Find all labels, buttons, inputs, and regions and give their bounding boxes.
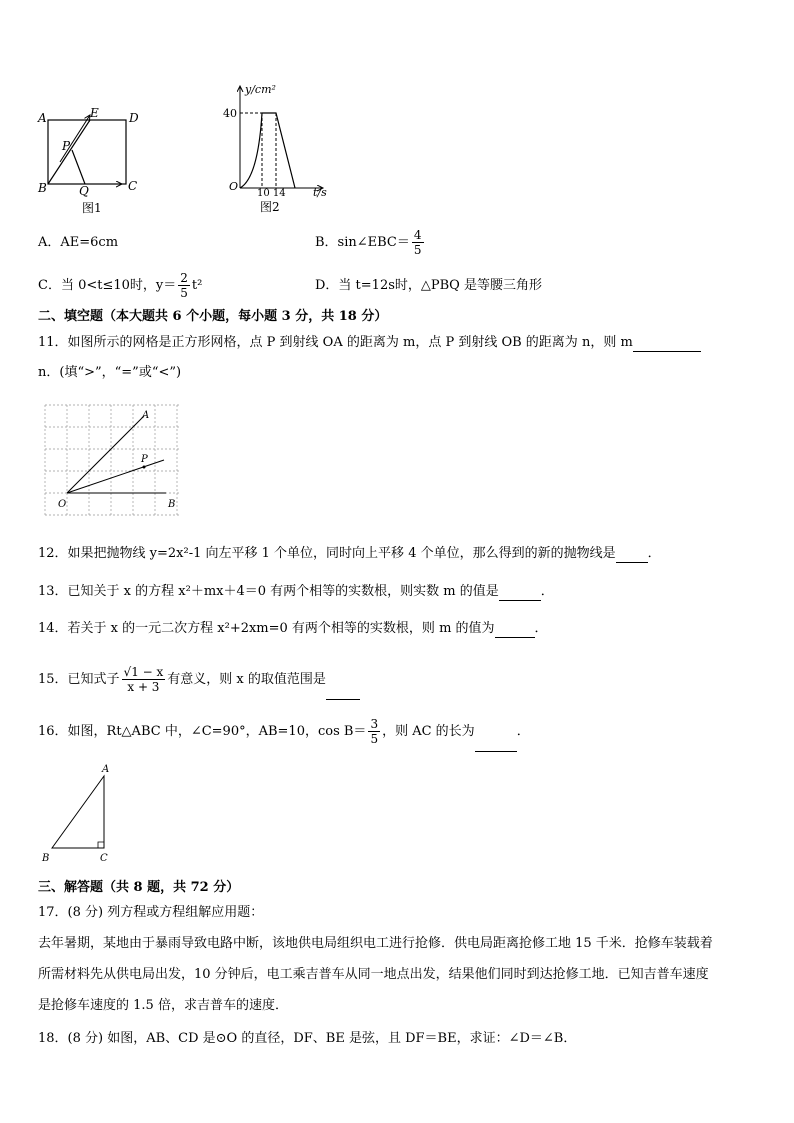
q16-num: 3 (370, 717, 379, 731)
fig1-label-p: P (62, 139, 71, 153)
q16-prefix: 16．如图，Rt△ABC 中，∠C=90°，AB=10，cos B＝ (38, 724, 367, 739)
q16 (38, 712, 530, 752)
fig2-origin: O (229, 180, 239, 193)
grid-label-o: O (58, 499, 67, 510)
q10-c-fraction (178, 271, 190, 300)
q15-num: √1 − x (123, 665, 164, 679)
grid-label-p: P (141, 454, 148, 465)
q13-text: 13．已知关于 x 的方程 x²＋mx＋4＝0 有两个相等的实数根，则实数 m 的值是 (38, 584, 499, 599)
q13 (38, 583, 554, 601)
q10-c-num: 2 (180, 271, 188, 285)
fig1-label-a: A (38, 111, 47, 125)
q10-b-prefix: B．sin∠EBC＝ (315, 235, 410, 250)
q11-answer-blank[interactable] (633, 337, 701, 352)
triangle-abc (52, 776, 104, 848)
q11-text: 11．如图所示的网格是正方形网格，点 P 到射线 OA 的距离为 m，点 P 到射线 OB 的距离为 n，则 m (38, 335, 633, 350)
q10-option-a: A．AE=6cm (38, 235, 119, 250)
q10-option-b (315, 225, 426, 261)
q10-b-fraction (412, 228, 424, 257)
fig2-x-label: t/s (313, 186, 327, 199)
q10-b-den: 5 (413, 243, 422, 257)
ray-oa (67, 416, 144, 493)
tri-label-a: A (102, 764, 110, 775)
fig1-caption: 图1 (82, 201, 102, 215)
ray-op (67, 460, 164, 493)
q14-text: 14．若关于 x 的一元二次方程 x²+2xm=0 有两个相等的实数根，则 m 的值为 (38, 621, 495, 636)
q13-answer-blank[interactable] (499, 586, 541, 601)
q12 (38, 545, 661, 563)
fig2-y-label: y/cm² (245, 83, 276, 96)
fig2-y-tick: 40 (223, 107, 237, 120)
fig1-label-q: Q (79, 184, 89, 198)
q15 (38, 660, 360, 700)
q10-option-d: D．当 t=12s时，△PBQ 是等腰三角形 (315, 278, 542, 293)
tri-label-c: C (100, 853, 108, 864)
q16-answer-blank[interactable] (475, 737, 517, 752)
graph-curve (240, 113, 295, 188)
q14 (38, 620, 548, 638)
rectangle-abcd (48, 120, 126, 184)
q16-end: ． (516, 724, 530, 739)
figure-2 (215, 78, 345, 218)
q12-end: ． (647, 546, 661, 561)
fig1-label-b: B (38, 181, 47, 195)
q10-b-num: 4 (413, 228, 422, 242)
q12-answer-blank[interactable] (616, 548, 648, 563)
q10-option-c (38, 268, 202, 304)
grid-figure (40, 400, 190, 522)
point-p (143, 466, 146, 469)
q10-c-prefix: C．当 0<t≤10时，y＝ (38, 278, 177, 293)
section-2-heading: 二、填空题（本大题共 6 个小题，每小题 3 分，共 18 分） (38, 309, 388, 324)
triangle-figure (36, 760, 126, 866)
q17-line-2: 所需材料先从供电局出发，10 分钟后，电工乘吉普车从同一地点出发，结果他们同时到达抢修工地．已知吉普车速度 (38, 967, 709, 982)
q11-line-1 (38, 334, 701, 352)
q12-text: 12．如果把抛物线 y=2x²-1 向左平移 1 个单位，同时向上平移 4 个单位，那么得到的新的抛物线是 (38, 546, 616, 561)
q17-line-1: 去年暑期，某地由于暴雨导致电路中断，该地供电局组织电工进行抢修．供电局距离抢修工地 15 千米．抢修车装载着 (38, 936, 713, 951)
q17-line-3: 是抢修车速度的 1.5 倍，求吉普车的速度． (38, 998, 288, 1013)
figure-1 (30, 100, 160, 220)
fig2-caption: 图2 (260, 200, 280, 214)
grid-label-a: A (142, 410, 150, 421)
q17-head: 17．(8 分) 列方程或方程组解应用题： (38, 905, 264, 920)
q16-fraction (368, 717, 380, 746)
q15-den: x + 3 (127, 680, 160, 694)
q15-prefix: 15．已知式子 (38, 672, 120, 687)
q14-end: ． (534, 621, 548, 636)
fig1-label-c: C (128, 179, 138, 193)
q15-suffix: 有意义，则 x 的取值范围是 (167, 672, 326, 687)
right-angle-mark (98, 842, 104, 848)
q10-c-den: 5 (180, 286, 188, 300)
q13-end: ． (540, 584, 554, 599)
q15-fraction (122, 665, 166, 694)
q10-c-suffix: t² (191, 278, 203, 293)
grid-label-b: B (168, 499, 176, 510)
q16-den: 5 (370, 732, 379, 746)
q14-answer-blank[interactable] (495, 623, 535, 638)
fig2-x-ticks: 10 14 (257, 188, 286, 199)
q11-line-2: n．(填“>”，“=”或“<”) (38, 365, 182, 380)
tri-label-b: B (42, 853, 50, 864)
q16-suffix: ，则 AC 的长为 (382, 724, 475, 739)
fig1-label-d: D (129, 111, 139, 125)
section-3-heading: 三、解答题（共 8 题，共 72 分） (38, 880, 240, 895)
q18: 18．(8 分) 如图，AB、CD 是⊙O 的直径，DF、BE 是弦，且 DF＝BE，求证：∠D＝∠B． (38, 1031, 577, 1046)
q15-answer-blank[interactable] (326, 685, 360, 700)
fig1-label-e: E (90, 106, 99, 120)
